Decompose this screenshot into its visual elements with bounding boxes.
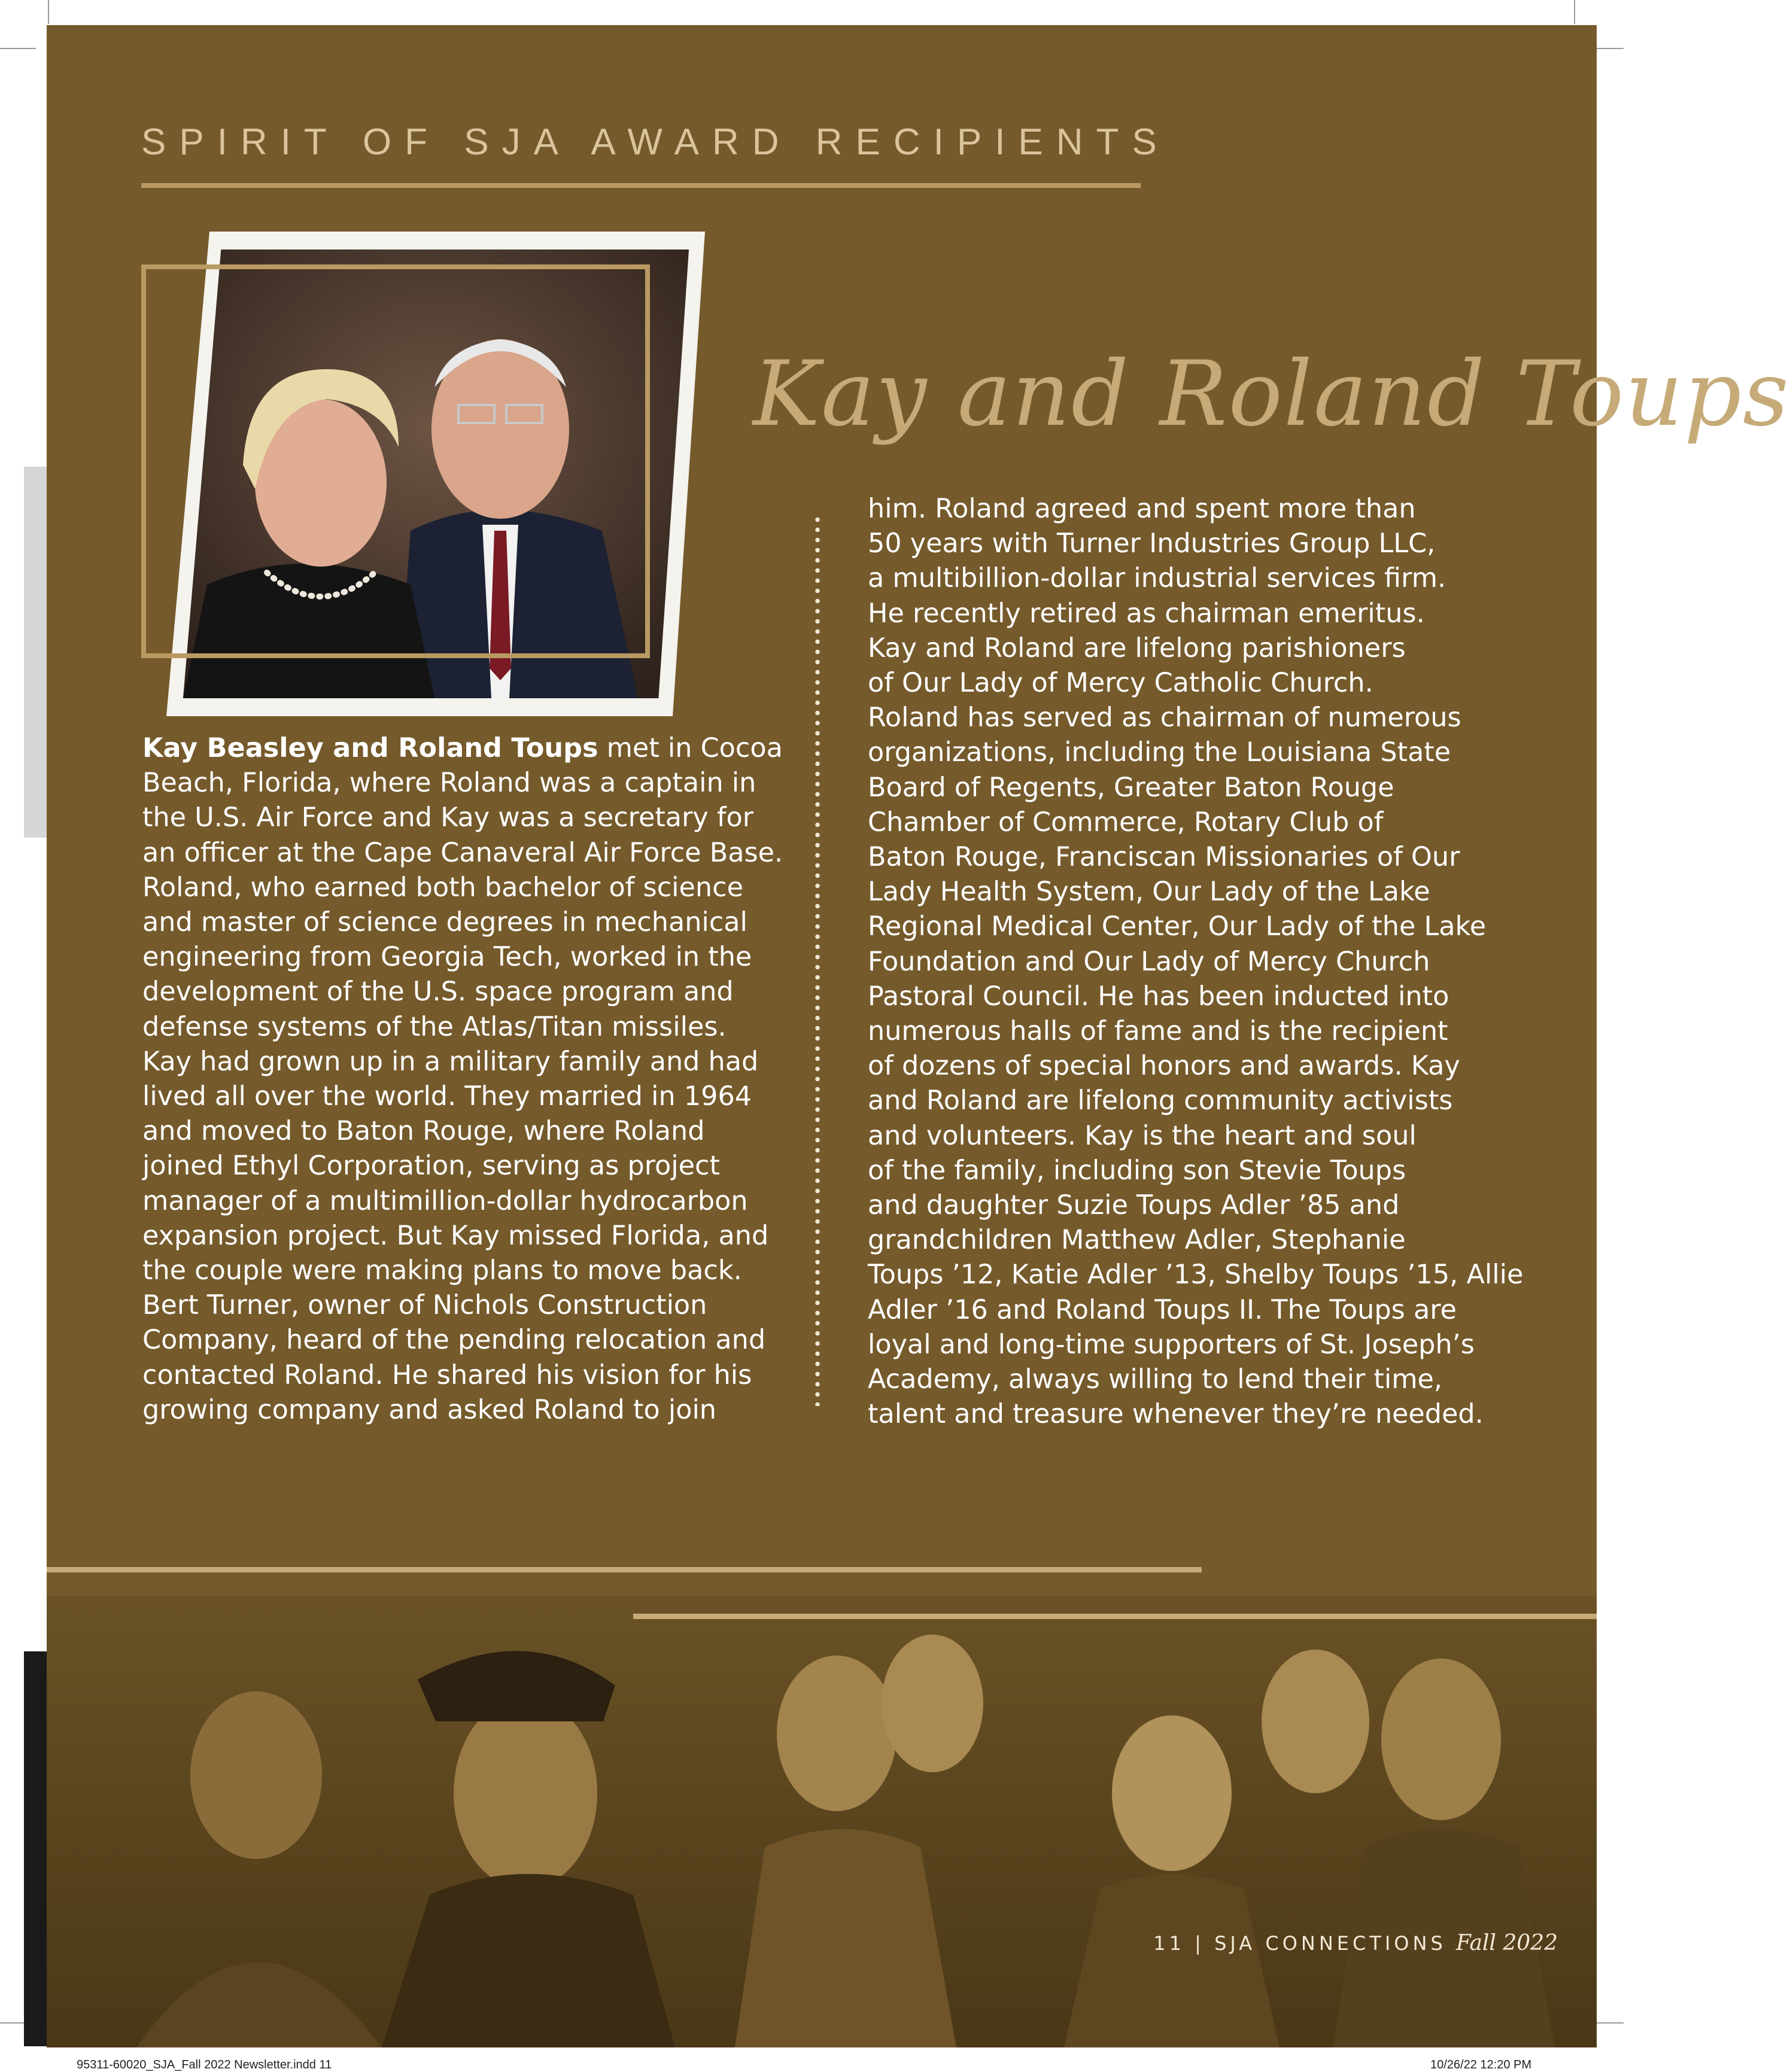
bottom-rule [47,1567,1202,1572]
right-column-text [868,492,1523,1432]
text-line: Kay and Roland are lifelong parishioners [868,632,1406,664]
text-line: Regional Medical Center, Our Lady of the Lake [868,911,1487,942]
text-line: and master of science degrees in mechanical [142,907,747,938]
crop-mark [0,48,36,49]
text-line: of dozens of special honors and awards. Kay [868,1051,1460,1082]
text-line: him. Roland agreed and spent more than [868,494,1416,524]
text-line: Foundation and Our Lady of Mercy Church [868,946,1430,977]
text-line: Roland has served as chairman of numerous [868,702,1461,734]
section-kicker: SPIRIT OF SJA AWARD RECIPIENTS [141,121,1170,163]
portrait-photo [183,250,689,698]
text-line: Academy, always willing to lend their time, [868,1364,1443,1395]
text-line: and moved to Baton Rouge, where Roland [142,1116,705,1147]
print-slug-timestamp: 10/26/22 12:20 PM [1430,2058,1532,2071]
text-line: Adler ’16 and Roland Toups II. The Toups are [868,1294,1457,1325]
text-line: expansion project. But Kay missed Florida, and [142,1220,769,1251]
article-title: Kay and Roland Toups [753,342,1790,446]
text-line: the U.S. Air Force and Kay was a secretary for [142,802,754,833]
text-line: the couple were making plans to move back. [142,1255,742,1286]
text-line: growing company and asked Roland to join [142,1394,717,1425]
text-line: Toups ’12, Katie Adler ’13, Shelby Toups ’15, Allie [868,1259,1524,1291]
print-slug-file: 95311-60020_SJA_Fall 2022 Newsletter.indd 11 [77,2058,332,2071]
text-line: 50 years with Turner Industries Group LLC, [868,528,1436,559]
text-line: development of the U.S. space program and [142,976,734,1008]
kicker-rule [141,183,1141,188]
text-line: defense systems of the Atlas/Titan missiles. [142,1011,727,1042]
text-line: a multibillion-dollar industrial services firm. [868,563,1446,594]
bleed-strip [24,1651,47,2046]
text-line: organizations, including the Louisiana State [868,737,1451,768]
text-line [142,731,783,766]
bottom-rule-offset [633,1614,1597,1619]
text-line: contacted Roland. He shared his vision for his [142,1359,752,1391]
issue-label: Fall 2022 [1455,1931,1558,1955]
text-line: engineering from Georgia Tech, worked in the [142,942,752,973]
text-line: lived all over the world. They married in 1964 [142,1081,752,1112]
footer-separator: | [1195,1932,1205,1955]
text-line: talent and treasure whenever they’re needed. [868,1399,1484,1430]
registration-strip [24,467,47,838]
publication-name: SJA CONNECTIONS [1214,1932,1446,1955]
text-line: Beach, Florida, where Roland was a captain in [142,768,756,799]
text-line: Kay had grown up in a military family and had [142,1046,759,1077]
text-line: Company, heard of the pending relocation and [142,1325,766,1356]
text-line: and Roland are lifelong community activists [868,1085,1453,1116]
text-line: joined Ethyl Corporation, serving as project [142,1151,720,1182]
column-divider [815,515,820,1406]
crop-mark [48,0,49,24]
crop-mark [1574,0,1575,24]
lead-text: met in Cocoa [598,733,783,763]
text-line: numerous halls of fame and is the recipient [868,1016,1448,1047]
collage-photo [47,1596,1597,2047]
text-line: loyal and long-time supporters of St. Joseph’s [868,1329,1475,1360]
lead-names: Kay Beasley and Roland Toups [142,733,598,763]
text-line: grandchildren Matthew Adler, Stephanie [868,1225,1406,1256]
text-line: of Our Lady of Mercy Catholic Church. [868,668,1373,699]
text-line: of the family, including son Stevie Toups [868,1155,1406,1186]
text-line: Baton Rouge, Franciscan Missionaries of Our [868,842,1460,873]
text-line: an officer at the Cape Canaveral Air Force Base. [142,837,783,868]
page-footer [1091,1931,1558,1955]
left-column-text [142,731,783,1428]
text-line: Lady Health System, Our Lady of the Lake [868,877,1430,908]
text-line: Bert Turner, owner of Nichols Construction [142,1290,707,1321]
text-line: Pastoral Council. He has been inducted into [868,981,1449,1012]
text-line: manager of a multimillion-dollar hydrocarbon [142,1185,748,1216]
text-line: and volunteers. Kay is the heart and soul [868,1120,1417,1151]
page-number: 11 [1153,1932,1185,1955]
text-line: Chamber of Commerce, Rotary Club of [868,807,1384,838]
text-line: and daughter Suzie Toups Adler ’85 and [868,1190,1400,1221]
magazine-page [47,25,1790,2047]
text-line: Roland, who earned both bachelor of science [142,872,743,903]
text-line: He recently retired as chairman emeritus. [868,598,1425,629]
text-line: Board of Regents, Greater Baton Rouge [868,772,1394,803]
